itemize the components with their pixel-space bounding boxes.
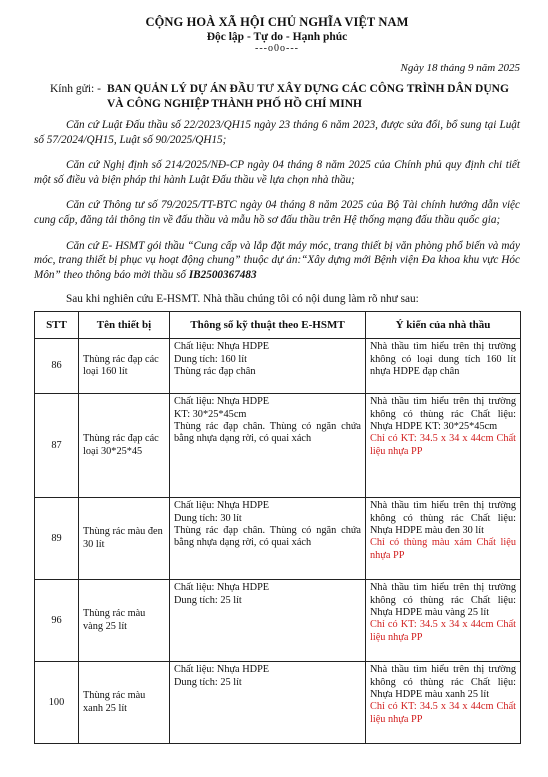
row-device-name: Thùng rác đạp các loại 30*25*45	[79, 394, 170, 498]
spec-line: Chất liệu: Nhựa HDPE	[174, 582, 270, 594]
motto: Độc lập - Tự do - Hạnh phúc	[206, 31, 348, 43]
opinion-highlight: Chỉ có KT: 34.5 x 34 x 44cm Chất liệu nhựa PP	[370, 433, 516, 457]
opinion-highlight: Chỉ có KT: 34.5 x 34 x 44cm Chất liệu nhựa PP	[370, 701, 516, 725]
row-stt: 86	[35, 339, 79, 394]
spec-line: Chất liệu: Nhựa HDPE	[174, 396, 270, 408]
recipient-org: BAN QUẢN LÝ DỰ ÁN ĐẦU TƯ XÂY DỰNG CÁC CÔNG TRÌNH DÂN DỤNG VÀ CÔNG NGHIỆP THÀNH PHỐ HỒ CHÍ MINH	[106, 83, 509, 110]
spec-line: KT: 30*25*45cm	[174, 408, 247, 420]
national-header	[34, 0, 520, 54]
row-spec	[170, 339, 366, 394]
row-opinion	[366, 662, 521, 744]
spec-line: Dung tích: 25 lít	[174, 676, 242, 688]
row-device-name: Thùng rác màu đen 30 lít	[79, 498, 170, 580]
spec-line: Chất liệu: Nhựa HDPE	[174, 500, 270, 512]
spec-line: Dung tích: 30 lít	[174, 512, 242, 524]
spec-line: Dung tích: 160 lít	[174, 353, 247, 365]
row-spec	[170, 498, 366, 580]
republic-title: CỘNG HOÀ XÃ HỘI CHỦ NGHĨA VIỆT NAM	[145, 15, 409, 29]
header-device-name: Tên thiết bị	[79, 312, 170, 339]
table-row	[35, 339, 521, 394]
table-row	[35, 580, 521, 662]
row-opinion	[366, 394, 521, 498]
table-row	[35, 498, 521, 580]
spec-line: Chất liệu: Nhựa HDPE	[174, 664, 270, 676]
intro-text: Sau khi nghiên cứu E-HSMT. Nhà thầu chúng tôi có nội dung làm rõ như sau:	[66, 293, 419, 306]
table-row	[35, 662, 521, 744]
opinion-text: Nhà thầu tìm hiểu trên thị trường không có loại dung tích 160 lít nhựa HDPE đạp chân	[370, 341, 516, 378]
citation-1: Căn cứ Luật Đấu thầu số 22/2023/QH15 ngày 23 tháng 6 năm 2023, được sửa đổi, bổ sung tại Luật số 57/2024/QH15, Luật số 90/2025/QH15;	[34, 119, 520, 146]
citation-3: Căn cứ Thông tư số 79/2025/TT-BTC ngày 04 tháng 8 năm 2025 của Bộ Tài chính hướng dẫn việc cung cấp, đăng tải thông tin về đấu thầu và mẫu hồ sơ đấu thầu trên Hệ thống mạng đấu thầu quốc gia;	[34, 199, 520, 226]
spec-line: Thùng rác đạp chân	[174, 366, 256, 378]
row-opinion	[366, 498, 521, 580]
opinion-text: Nhà thầu tìm hiểu trên thị trường không có thùng rác Chất liệu: Nhựa HDPE màu xanh 25 lít	[370, 664, 516, 701]
tender-notice-code: IB2500367483	[188, 268, 257, 281]
row-stt: 87	[35, 394, 79, 498]
opinion-text: Nhà thầu tìm hiểu trên thị trường không có thùng rác Chất liệu: Nhựa HDPE màu đen 30 lít	[370, 500, 516, 537]
spec-line: Dung tích: 25 lít	[174, 594, 242, 606]
spec-line: Thùng rác đạp chân. Thùng có ngăn chứa bằng nhựa dạng rời, có quai xách	[174, 525, 361, 549]
spec-line: Thùng rác đạp chân. Thùng có ngăn chứa bằng nhựa dạng rời, có quai xách	[174, 421, 361, 445]
clarification-table	[34, 311, 521, 744]
opinion-text: Nhà thầu tìm hiểu trên thị trường không có thùng rác Chất liệu: Nhựa HDPE KT: 30*25*45cm	[370, 396, 516, 433]
header-opinion: Ý kiến của nhà thầu	[366, 312, 521, 339]
citation-4	[34, 239, 520, 283]
citation-4-text: Căn cứ E- HSMT gói thầu “Cung cấp và lắp đặt máy móc, trang thiết bị văn phòng phổ biến và máy móc, trang thiết bị phục vụ hoạt động chung” thuộc dự án:“Xây dựng mới Bệnh viện Đa khoa khu vực Hóc Môn” theo thông báo mời thầu số	[34, 239, 520, 281]
row-opinion	[366, 580, 521, 662]
row-spec	[170, 662, 366, 744]
row-stt: 100	[35, 662, 79, 744]
citation-2: Căn cứ Nghị định số 214/2025/NĐ-CP ngày 04 tháng 8 năm 2025 của Chính phủ quy định chi tiết một số điều và biện pháp thi hành Luật Đấu thầu về lựa chọn nhà thầu;	[34, 159, 520, 186]
header-separator: ---o0o---	[255, 43, 299, 54]
opinion-highlight: Chỉ có thùng màu xám Chất liệu nhựa PP	[370, 537, 516, 561]
row-device-name: Thùng rác màu xanh 25 lít	[79, 662, 170, 744]
header-stt: STT	[35, 312, 79, 339]
row-spec	[170, 580, 366, 662]
opinion-highlight: Chỉ có KT: 34.5 x 34 x 44cm Chất liệu nhựa PP	[370, 619, 516, 643]
table-header-row	[35, 312, 521, 339]
recipient-block	[34, 82, 520, 112]
row-device-name: Thùng rác màu vàng 25 lít	[79, 580, 170, 662]
table-row	[35, 394, 521, 498]
row-stt: 89	[35, 498, 79, 580]
opinion-text: Nhà thầu tìm hiểu trên thị trường không có thùng rác Chất liệu: Nhựa HDPE màu vàng 25 lít	[370, 582, 516, 619]
row-stt: 96	[35, 580, 79, 662]
recipient-label: Kính gửi: -	[50, 83, 101, 95]
row-opinion	[366, 339, 521, 394]
row-spec	[170, 394, 366, 498]
header-spec: Thông số kỹ thuật theo E-HSMT	[170, 312, 366, 339]
document-date: Ngày 18 tháng 9 năm 2025	[400, 62, 520, 74]
row-device-name: Thùng rác đạp các loại 160 lít	[79, 339, 170, 394]
spec-line: Chất liệu: Nhựa HDPE	[174, 341, 270, 353]
